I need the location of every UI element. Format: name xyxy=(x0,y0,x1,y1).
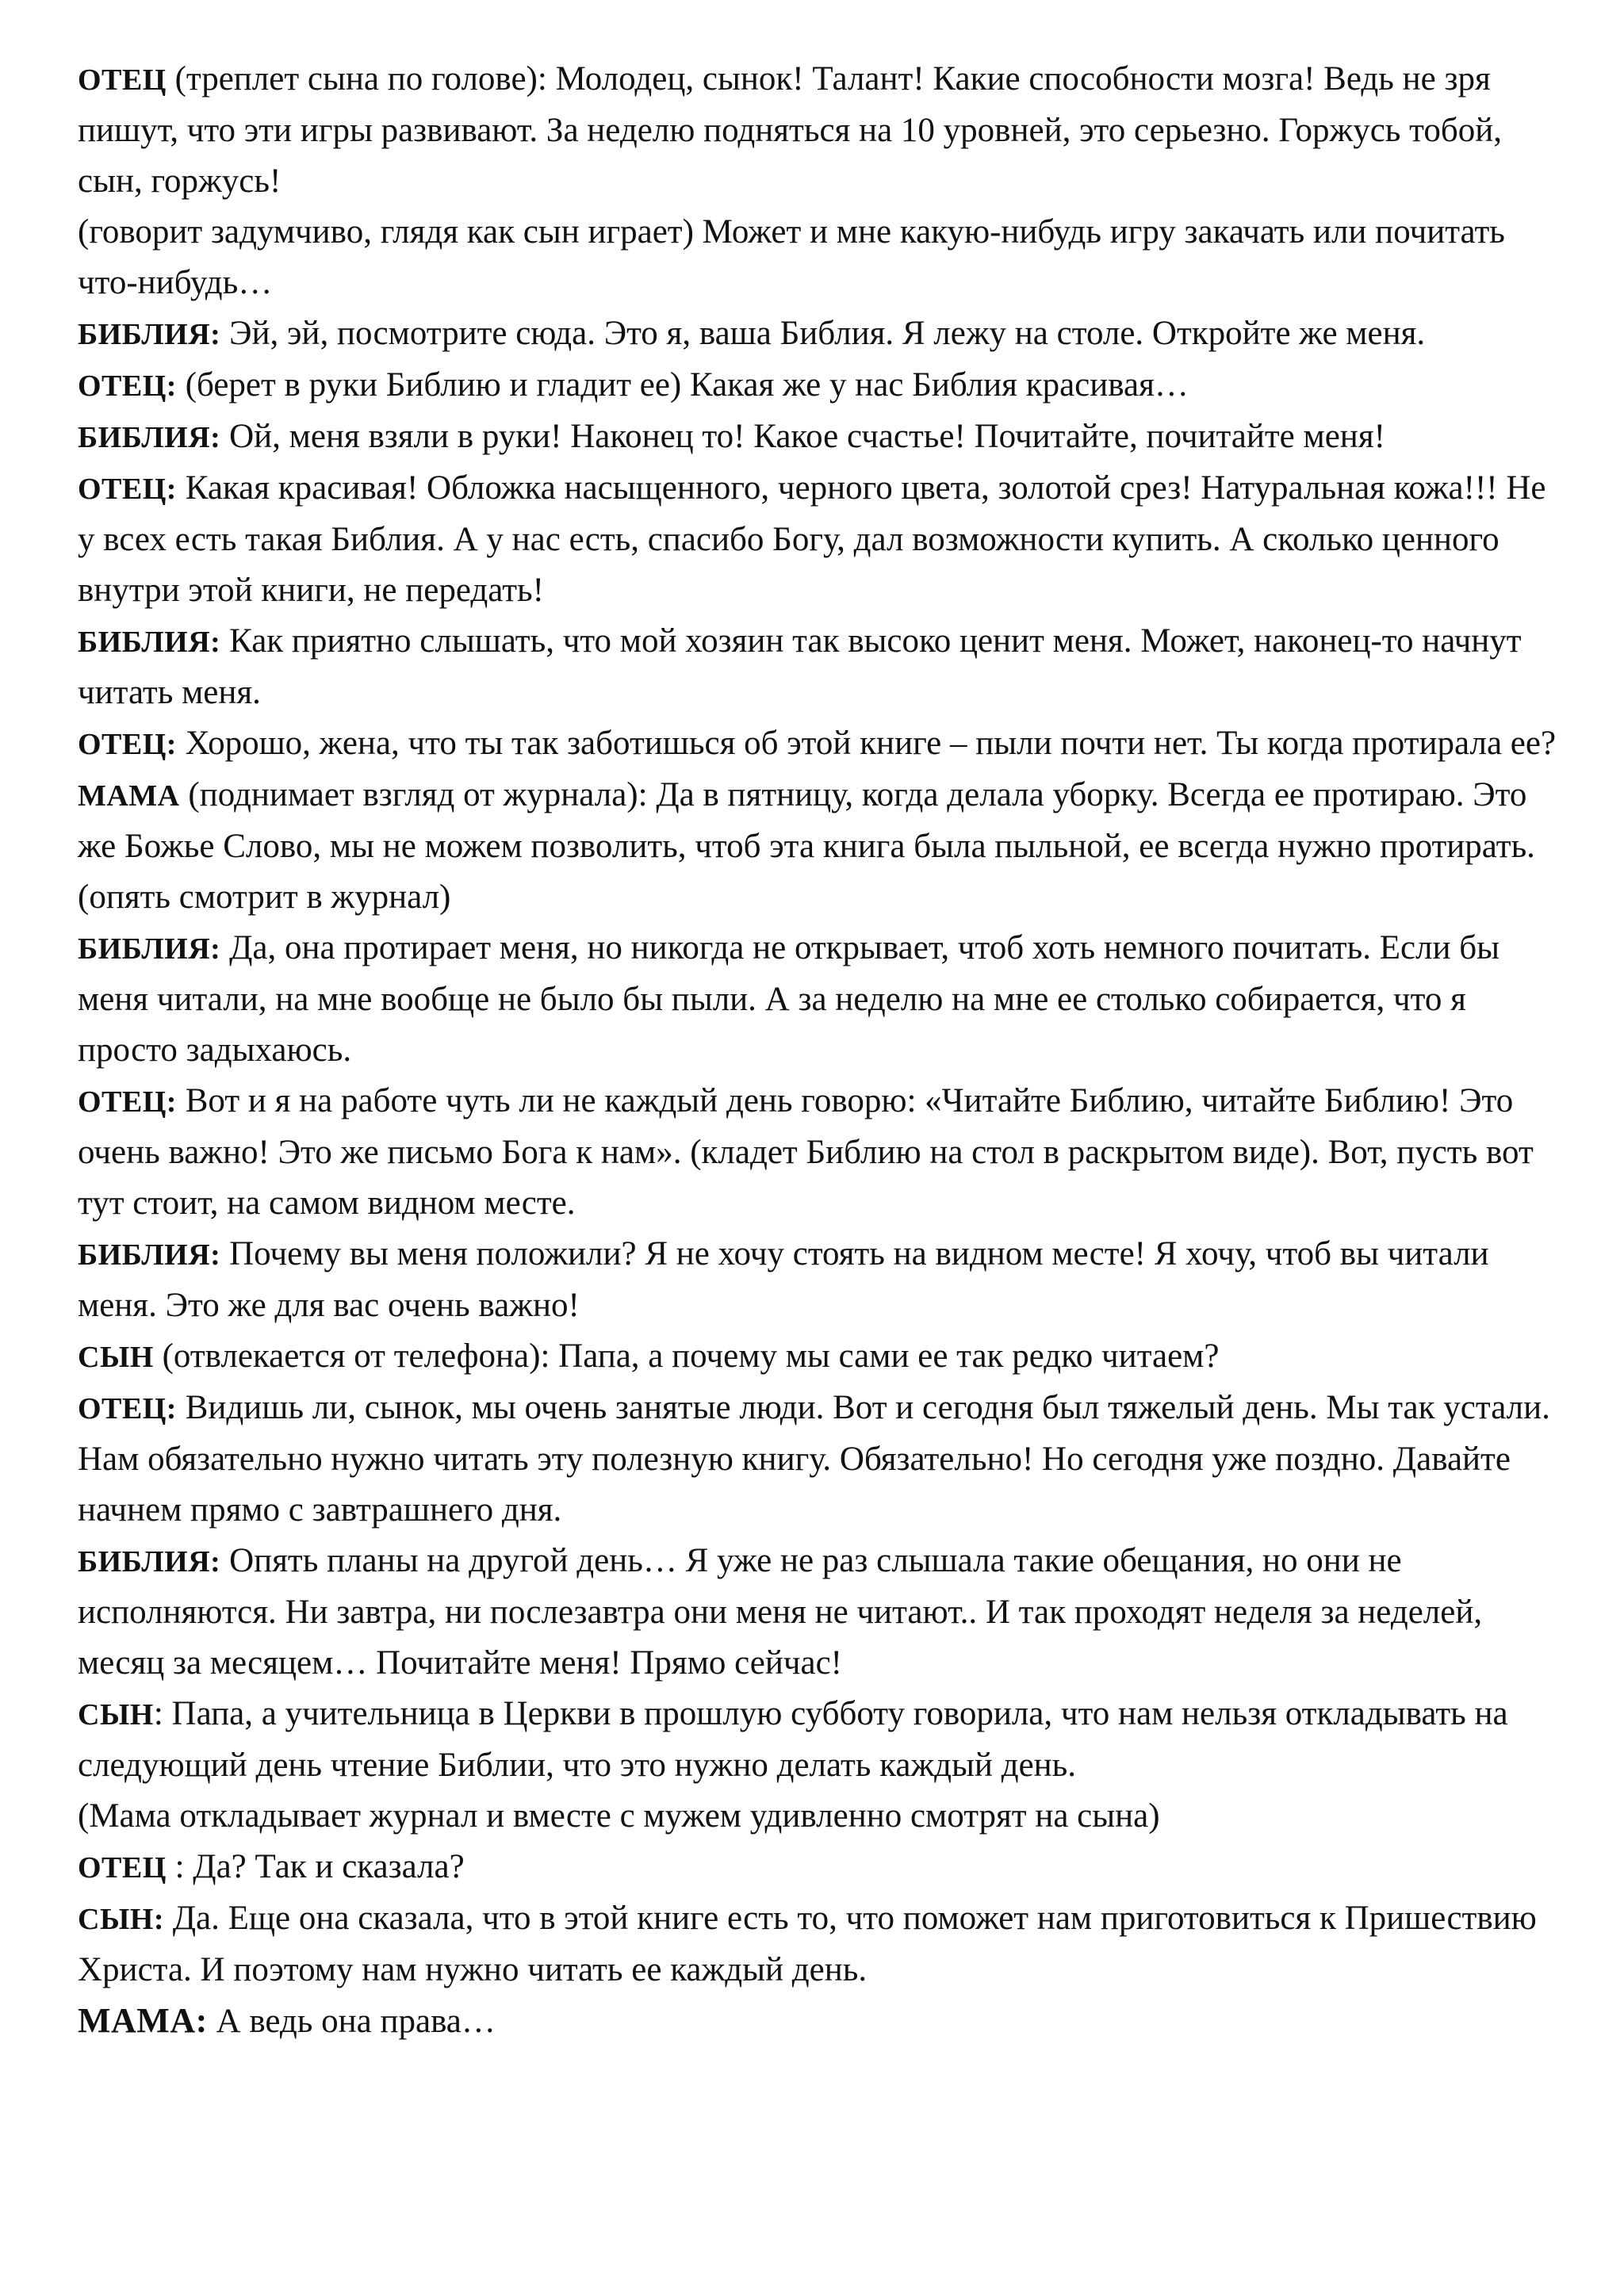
paragraph xyxy=(78,1536,1568,1689)
line-text: : Да? Так и сказала? xyxy=(166,1848,465,1885)
line-text: Почему вы меня положили? Я не хочу стоять на видном месте! Я хочу, чтоб вы читали меня. Это же для вас очень важно! xyxy=(78,1235,1489,1324)
line-text: Опять планы на другой день… Я уже не раз слышала такие обещания, но они не исполняются. Ни завтра, ни послезавтра они меня не читают.. И так проходят неделя за неделей, месяц за месяцем… Почитайте меня! Прямо сейчас! xyxy=(78,1542,1483,1682)
line-text: Как приятно слышать, что мой хозяин так высоко ценит меня. Может, наконец-то начнут читать меня. xyxy=(78,622,1522,711)
speaker-label: БИБЛИЯ: xyxy=(78,421,221,454)
paragraph xyxy=(78,54,1568,207)
line-text: А ведь она права… xyxy=(207,2003,496,2040)
speaker-label: ОТЕЦ: xyxy=(78,1085,177,1119)
speaker-label: СЫН xyxy=(78,1341,154,1374)
paragraph xyxy=(78,616,1568,718)
line-text: (берет в руки Библию и гладит ее) Какая же у нас Библия красивая… xyxy=(176,366,1189,404)
speaker-label: СЫН xyxy=(78,1698,154,1732)
paragraph xyxy=(78,1842,1568,1893)
line-text: (треплет сына по голове): Молодец, сынок! Талант! Какие способности мозга! Ведь не зря пишут, что эти игры развивают. За неделю подняться на 10 уровней, это серьезно. Горжусь тобой, сын, горжусь! xyxy=(78,60,1503,200)
paragraph xyxy=(78,360,1568,411)
speaker-label: БИБЛИЯ: xyxy=(78,626,221,659)
paragraph xyxy=(78,718,1568,770)
line-text: Какая красивая! Обложка насыщенного, черного цвета, золотой срез! Натуральная кожа!!! Не у всех есть такая Библия. А у нас есть, спасибо Богу, дал возможности купить. А сколько ценного внутри этой книги, не передать! xyxy=(78,469,1546,609)
paragraph xyxy=(78,207,1568,308)
line-text: (поднимает взгляд от журнала): Да в пятницу, когда делала уборку. Всегда ее протираю. Это же Божье Слово, мы не можем позволить, чтоб эта книга была пыльной, ее всегда нужно протирать. (опять смотрит в журнал) xyxy=(78,776,1535,916)
paragraph xyxy=(78,1689,1568,1791)
paragraph xyxy=(78,1229,1568,1331)
speaker-label: ОТЕЦ xyxy=(78,63,167,97)
speaker-label: ОТЕЦ xyxy=(78,1851,167,1885)
speaker-label: БИБЛИЯ: xyxy=(78,932,221,966)
line-text: (говорит задумчиво, глядя как сын играет) Может и мне какую-нибудь игру закачать или почитать что-нибудь… xyxy=(78,213,1505,301)
speaker-label: ОТЕЦ: xyxy=(78,473,177,506)
line-text: Видишь ли, сынок, мы очень занятые люди. Вот и сегодня был тяжелый день. Мы так устали. Нам обязательно нужно читать эту полезную книгу. Обязательно! Но сегодня уже поздно. Давайте начнем прямо с завтрашнего дня. xyxy=(78,1389,1550,1529)
paragraph xyxy=(78,463,1568,616)
line-text: : Папа, а учительница в Церкви в прошлую субботу говорила, что нам нельзя откладывать на следующий день чтение Библии, что это нужно делать каждый день. xyxy=(78,1695,1508,1784)
speaker-label: МАМА: xyxy=(78,2001,208,2040)
speaker-label: ОТЕЦ: xyxy=(78,1392,177,1425)
speaker-label: МАМА xyxy=(78,779,180,813)
paragraph xyxy=(78,1996,1568,2047)
paragraph xyxy=(78,1893,1568,1996)
paragraph xyxy=(78,308,1568,360)
line-text: Эй, эй, посмотрите сюда. Это я, ваша Библия. Я лежу на столе. Откройте же меня. xyxy=(220,315,1426,352)
line-text: (Мама откладывает журнал и вместе с мужем удивленно смотрят на сына) xyxy=(78,1797,1160,1835)
speaker-label: БИБЛИЯ: xyxy=(78,1238,221,1272)
document-page xyxy=(78,54,1568,2047)
line-text: Вот и я на работе чуть ли не каждый день говорю: «Читайте Библию, читайте Библию! Это очень важно! Это же письмо Бога к нам». (кладет Библию на стол в раскрытом виде). Вот, пусть вот тут стоит, на самом видном месте. xyxy=(78,1082,1534,1222)
line-text: Да, она протирает меня, но никогда не открывает, чтоб хоть немного почитать. Если бы меня читали, на мне вообще не было бы пыли. А за неделю на мне ее столько собирается, что я просто задыхаюсь. xyxy=(78,929,1500,1069)
speaker-label: ОТЕЦ: xyxy=(78,728,177,761)
speaker-label: СЫН: xyxy=(78,1903,164,1936)
speaker-label: БИБЛИЯ: xyxy=(78,318,221,351)
line-text: Хорошо, жена, что ты так заботишься об этой книге – пыли почти нет. Ты когда протирала ее? xyxy=(176,725,1557,762)
speaker-label: ОТЕЦ: xyxy=(78,369,177,403)
paragraph xyxy=(78,770,1568,923)
speaker-label: БИБЛИЯ: xyxy=(78,1545,221,1578)
paragraph xyxy=(78,411,1568,463)
line-text: (отвлекается от телефона): Папа, а почему мы сами ее так редко читаем? xyxy=(153,1337,1220,1375)
paragraph xyxy=(78,1076,1568,1229)
line-text: Ой, меня взяли в руки! Наконец то! Какое счастье! Почитайте, почитайте меня! xyxy=(220,418,1385,455)
paragraph xyxy=(78,1791,1568,1842)
paragraph xyxy=(78,1383,1568,1536)
paragraph xyxy=(78,1331,1568,1383)
line-text: Да. Еще она сказала, что в этой книге есть то, что поможет нам приготовиться к Пришествию Христа. И поэтому нам нужно читать ее каждый день. xyxy=(78,1900,1537,1988)
paragraph xyxy=(78,923,1568,1076)
